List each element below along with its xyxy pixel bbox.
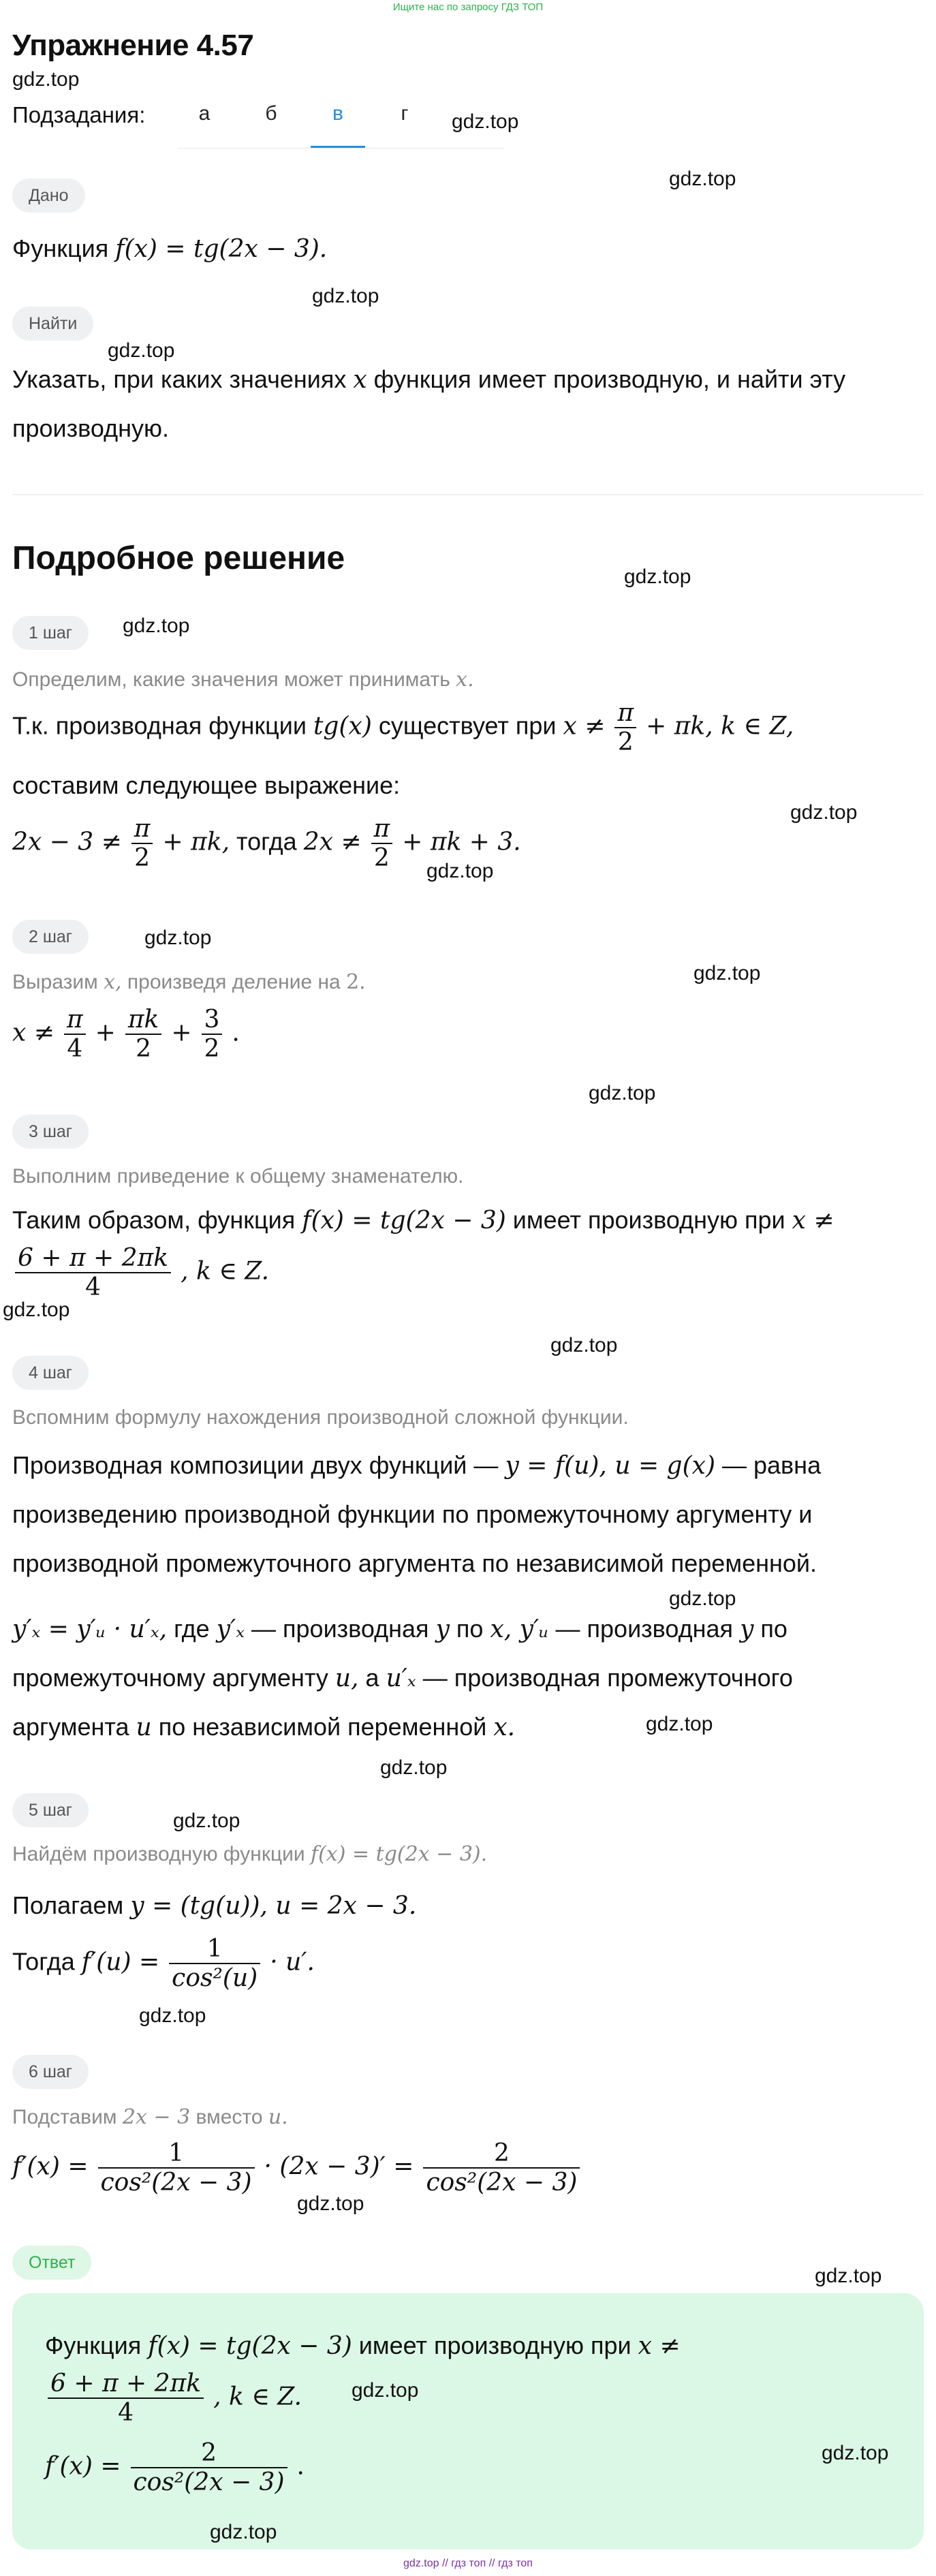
watermark: gdz.top xyxy=(108,339,175,362)
step4-p6-text-b: по независимой переменной xyxy=(158,1713,487,1741)
tabs-underline xyxy=(177,148,504,149)
answer-line3 xyxy=(45,2439,305,2496)
step3-line1-math2: x ≠ xyxy=(792,1207,834,1235)
step6-hint-text-b: вместо xyxy=(196,2106,263,2128)
step4-p4-var-y2: y xyxy=(740,1615,754,1643)
step2-frac-3-2 xyxy=(202,1006,223,1063)
watermark: gdz.top xyxy=(352,2379,419,2402)
step2-hint-var: x, xyxy=(104,970,122,994)
find-text-a: Указать, при каких значениях xyxy=(12,365,347,393)
find-text-line2: производную. xyxy=(12,414,169,442)
step5-chip: 5 шаг xyxy=(12,1793,89,1827)
watermark: gdz.top xyxy=(139,2004,206,2027)
watermark: gdz.top xyxy=(589,1082,656,1104)
step1-line1-math1: tg(x) xyxy=(313,712,372,741)
given-chip: Дано xyxy=(12,179,85,213)
step2-hint-num: 2. xyxy=(346,970,366,994)
frac-numerator: 2 xyxy=(423,2139,580,2169)
step5-line2-math: f′(u) = xyxy=(81,1948,160,1976)
step4-p5-text-a: промежуточному аргументу xyxy=(12,1664,328,1692)
step5-line1 xyxy=(12,1891,416,1920)
step4-p5 xyxy=(12,1664,793,1692)
step6-frac2 xyxy=(423,2139,580,2197)
frac-denominator: 2 xyxy=(617,728,634,756)
step3-chip: 3 шаг xyxy=(12,1115,89,1149)
answer-chip: Ответ xyxy=(12,2246,91,2280)
step4-p6-var-x: x. xyxy=(493,1713,516,1741)
step1-line1-math2: x ≠ xyxy=(563,712,606,741)
step5-tail: · u′. xyxy=(270,1948,315,1976)
answer-line1-math2: x ≠ xyxy=(638,2332,681,2360)
step1-line1-text-a: Т.к. производная функции xyxy=(12,711,307,740)
subtasks-label: Подзадания: xyxy=(12,102,146,127)
step3-tail: , k ∈ Z. xyxy=(181,1257,270,1286)
watermark: gdz.top xyxy=(624,565,691,588)
frac-denominator: cos²(u) xyxy=(172,1964,258,1992)
frac-numerator: 1 xyxy=(98,2139,255,2169)
step6-frac1 xyxy=(98,2139,255,2197)
step1-frac-pi-2-c xyxy=(371,815,393,872)
frac-denominator: 4 xyxy=(85,1273,101,1301)
footer-links[interactable]: gdz.top // гдз топ // гдз топ xyxy=(403,2558,533,2569)
step5-line1-math: y = (tg(u)), u = 2x − 3. xyxy=(130,1892,417,1920)
step1-line1-text-b: существует при xyxy=(378,711,557,740)
step4-p6 xyxy=(12,1713,515,1741)
watermark: gdz.top xyxy=(646,1713,713,1735)
answer-line1-math: f(x) = tg(2x − 3) xyxy=(148,2332,352,2360)
step4-p1 xyxy=(12,1451,821,1480)
step4-p4-text-c: по xyxy=(456,1615,484,1643)
watermark: gdz.top xyxy=(3,1299,70,1321)
answer-frac xyxy=(48,2370,204,2427)
watermark: gdz.top xyxy=(297,2192,364,2215)
period: . xyxy=(296,2452,305,2481)
step4-p4-text-d: — производная xyxy=(555,1615,734,1643)
step4-p4-math1: y′ₓ = y′ᵤ · u′ₓ, xyxy=(12,1615,168,1643)
step6-hint-var: u. xyxy=(268,2105,288,2129)
step2-frac-pik-2 xyxy=(125,1006,161,1063)
frac-numerator: 2 xyxy=(131,2439,287,2468)
frac-denominator: 2 xyxy=(373,844,390,872)
step6-hint-math: 2x − 3 xyxy=(122,2105,191,2129)
step4-chip: 4 шаг xyxy=(12,1356,89,1390)
step4-p1-math: y = f(u), u = g(x) xyxy=(505,1452,715,1480)
watermark: gdz.top xyxy=(790,801,858,824)
step4-p4-math3: x, y′ᵤ xyxy=(490,1615,549,1643)
step4-p6-text-a: аргумента xyxy=(12,1713,129,1741)
watermark: gdz.top xyxy=(123,615,190,637)
answer-tail: , k ∈ Z. xyxy=(213,2383,302,2411)
step6-math1: f′(x) = xyxy=(12,2152,89,2181)
step3-line1-math: f(x) = tg(2x − 3) xyxy=(302,1207,506,1235)
tab-subtask-a[interactable]: а xyxy=(198,102,210,125)
answer-line1 xyxy=(45,2331,681,2360)
step1-chip: 1 шаг xyxy=(12,616,89,650)
step2-hint-text-a: Выразим xyxy=(12,971,98,993)
step4-p2: произведению производной функции по промежуточному аргументу и xyxy=(12,1500,813,1528)
given-prefix: Функция xyxy=(12,234,109,262)
top-search-hint[interactable]: Ищите нас по запросу ГДЗ ТОП xyxy=(392,1,544,13)
find-text-line1 xyxy=(12,365,845,394)
step5-hint-math: f(x) = tg(2x − 3). xyxy=(311,1842,488,1866)
frac-numerator: π xyxy=(614,699,636,728)
step1-hint-text: Определим, какие значения может принимать xyxy=(12,668,450,691)
frac-numerator: π xyxy=(64,1006,86,1035)
step1-line1-math3: + πk, k ∈ Z, xyxy=(646,712,794,741)
step3-line1-text-a: Таким образом, функция xyxy=(12,1206,296,1234)
step6-formula xyxy=(12,2139,582,2197)
step3-line1-text-b: имеет производную при xyxy=(512,1206,785,1234)
frac-denominator: cos²(2x − 3) xyxy=(133,2468,285,2496)
step2-formula xyxy=(12,1006,240,1063)
page-title: Упражнение 4.57 xyxy=(12,29,254,62)
answer-line3-math: f′(x) = xyxy=(45,2452,121,2481)
frac-denominator: 4 xyxy=(118,2399,134,2427)
section-divider xyxy=(12,494,924,495)
frac-numerator: 6 + π + 2πk xyxy=(15,1244,171,1273)
frac-numerator: 3 xyxy=(202,1006,223,1035)
step4-hint: Вспомним формулу нахождения производной сложной функции. xyxy=(12,1406,629,1429)
watermark: gdz.top xyxy=(144,927,212,949)
find-text-b: функция имеет производную, и найти эту xyxy=(373,365,846,393)
step1-line1 xyxy=(12,699,794,756)
watermark: gdz.top xyxy=(693,962,761,984)
step5-hint xyxy=(12,1842,487,1866)
step1-hint-var: x. xyxy=(456,668,474,692)
step5-line1-text: Полагаем xyxy=(12,1891,124,1919)
watermark: gdz.top xyxy=(669,168,736,190)
frac-numerator: π xyxy=(371,815,393,844)
watermark: gdz.top xyxy=(822,2442,889,2464)
step5-line2 xyxy=(12,1935,315,1992)
step1-frac-pi-2 xyxy=(614,699,636,756)
step6-math-mid: · (2x − 3)′ = xyxy=(264,2152,414,2181)
step4-p4-var-y: y xyxy=(435,1615,450,1643)
step4-p1-text-b: — равна xyxy=(722,1451,822,1479)
step6-chip: 6 шаг xyxy=(12,2055,89,2089)
step5-line2-text: Тогда xyxy=(12,1947,75,1976)
step4-p4-text-b: — производная xyxy=(251,1615,429,1643)
frac-denominator: 2 xyxy=(134,844,151,872)
answer-line1-text-a: Функция xyxy=(45,2331,142,2359)
step1-line2: составим следующее выражение: xyxy=(12,771,401,799)
watermark: gdz.top xyxy=(550,1334,618,1356)
frac-numerator: 1 xyxy=(169,1935,260,1964)
watermark: gdz.top xyxy=(452,110,519,133)
frac-denominator: 2 xyxy=(204,1035,220,1063)
watermark: gdz.top xyxy=(426,860,494,882)
step2-math1: x ≠ xyxy=(12,1019,54,1047)
plus-sign: + xyxy=(171,1019,192,1047)
step6-hint xyxy=(12,2105,288,2129)
step4-p5-var-u: u, xyxy=(334,1664,359,1692)
step1-hint xyxy=(12,668,474,692)
step4-p5-text-b: а xyxy=(365,1664,379,1692)
step1-line3-math4: + πk + 3. xyxy=(402,828,521,856)
watermark: gdz.top xyxy=(312,285,379,307)
step3-line2 xyxy=(12,1244,269,1301)
tab-subtask-g[interactable]: г xyxy=(401,102,409,125)
frac-denominator: 4 xyxy=(67,1035,83,1063)
step1-frac-pi-2-b xyxy=(131,815,153,872)
find-chip: Найти xyxy=(12,307,93,341)
given-formula: f(x) = tg(2x − 3). xyxy=(115,235,328,263)
step4-p4-text-a: где xyxy=(174,1615,210,1643)
step3-line1 xyxy=(12,1206,834,1235)
step3-frac xyxy=(15,1244,171,1301)
step5-hint-text: Найдём производную функции xyxy=(12,1843,305,1865)
step4-p4-math2: y′ₓ xyxy=(216,1615,245,1643)
step2-hint xyxy=(12,970,366,994)
step4-p4 xyxy=(12,1615,787,1643)
frac-numerator: π xyxy=(131,815,153,844)
step4-p5-math: u′ₓ xyxy=(386,1664,416,1692)
watermark: gdz.top xyxy=(815,2265,882,2287)
step3-hint: Выполним приведение к общему знаменателю. xyxy=(12,1165,464,1188)
watermark: gdz.top xyxy=(12,68,80,91)
step2-frac-pi-4 xyxy=(64,1006,86,1063)
watermark: gdz.top xyxy=(380,1756,448,1779)
step1-line3-math2: + πk, xyxy=(162,828,230,856)
tab-subtask-b[interactable]: б xyxy=(265,102,277,125)
step5-frac xyxy=(169,1935,260,1992)
step2-hint-text-b: произведя деление на xyxy=(127,971,341,993)
period: . xyxy=(232,1019,240,1047)
step1-line3-math1: 2x − 3 ≠ xyxy=(12,828,122,856)
solution-title: Подробное решение xyxy=(12,540,345,576)
frac-numerator: πk xyxy=(125,1006,161,1035)
step4-p4-text-e: по xyxy=(760,1615,787,1643)
frac-numerator: 6 + π + 2πk xyxy=(48,2370,204,2399)
plus-sign: + xyxy=(95,1019,116,1047)
given-text xyxy=(12,234,327,263)
watermark: gdz.top xyxy=(669,1587,736,1610)
step1-line3-math3: 2x ≠ xyxy=(303,828,362,856)
frac-denominator: cos²(2x − 3) xyxy=(100,2169,252,2197)
answer-line2 xyxy=(45,2370,302,2427)
frac-denominator: cos²(2x − 3) xyxy=(426,2169,578,2197)
answer-line1-text-b: имеет производную при xyxy=(358,2331,631,2359)
step4-p6-var-u: u xyxy=(136,1713,152,1741)
watermark: gdz.top xyxy=(173,1810,240,1832)
find-var: x xyxy=(353,366,367,394)
watermark: gdz.top xyxy=(210,2521,277,2543)
step1-line3-text: тогда xyxy=(236,827,297,856)
step4-p1-text-a: Производная композиции двух функций — xyxy=(12,1451,499,1479)
step2-chip: 2 шаг xyxy=(12,920,89,954)
answer-frac2 xyxy=(131,2439,287,2496)
step4-p5-text-c: — производная промежуточного xyxy=(422,1664,793,1692)
frac-denominator: 2 xyxy=(136,1035,151,1063)
step6-hint-text-a: Подставим xyxy=(12,2106,117,2128)
step4-p3: производной промежуточного аргумента по независимой переменной. xyxy=(12,1549,817,1577)
tab-subtask-v[interactable]: в xyxy=(311,102,365,149)
